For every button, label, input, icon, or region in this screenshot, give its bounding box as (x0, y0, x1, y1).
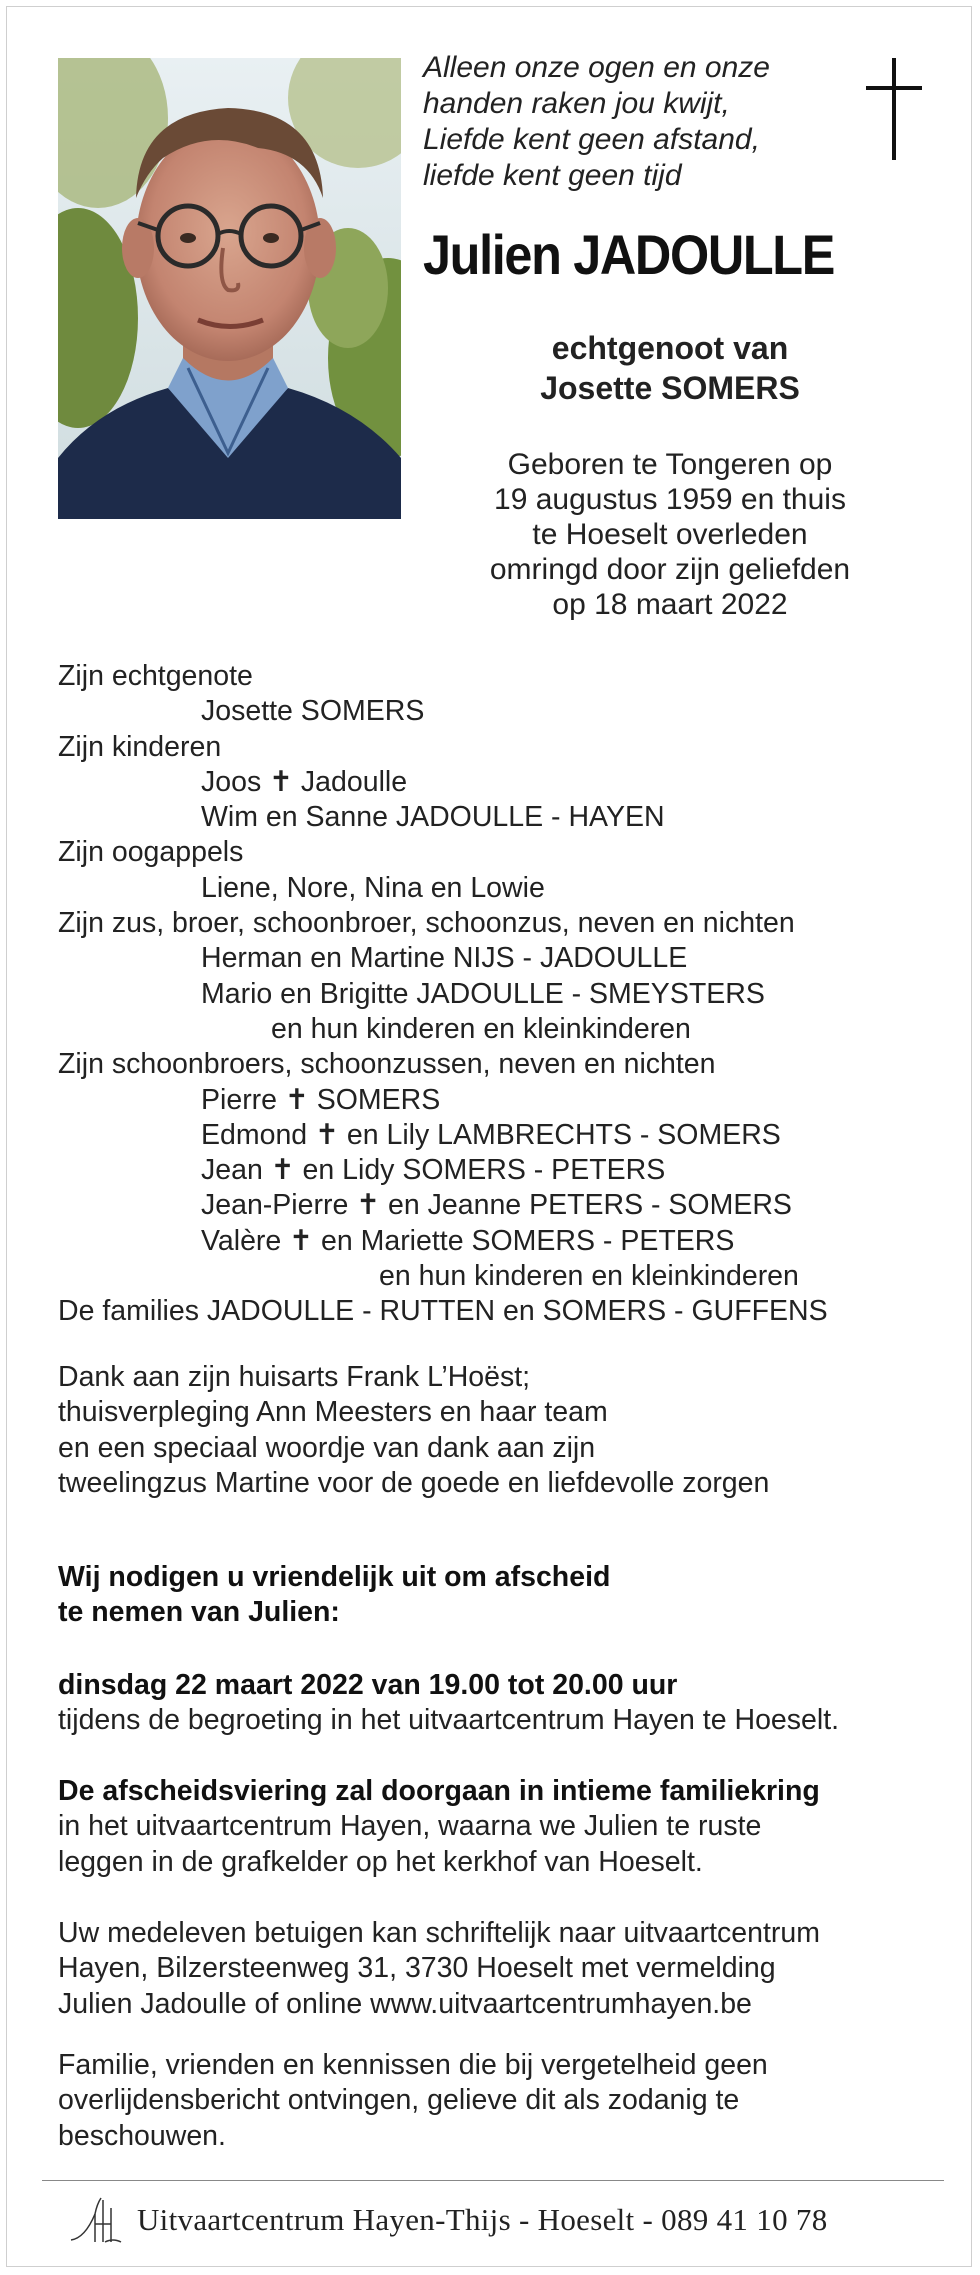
condolences-line: Hayen, Bilzersteenweg 31, 3730 Hoeselt met vermelding (58, 1952, 776, 1985)
family-line: Liene, Nore, Nina en Lowie (201, 871, 545, 904)
family-line: en hun kinderen en kleinkinderen (379, 1260, 799, 1293)
visitation-where: tijdens de begroeting in het uitvaartcentrum Hayen te Hoeselt. (58, 1704, 840, 1737)
condolences-line: Julien Jadoulle of online www.uitvaartcentrumhayen.be (58, 1987, 752, 2020)
poem-line: handen raken jou kwijt, (423, 87, 730, 120)
notice-line: beschouwen. (58, 2119, 226, 2152)
family-line: Zijn zus, broer, schoonbroer, schoonzus, neven en nichten (58, 907, 795, 940)
thanks-line: en een speciaal woordje van dank aan zijn (58, 1431, 596, 1464)
spouse-name: Josette SOMERS (540, 370, 800, 406)
birth-death-line: op 18 maart 2022 (552, 588, 788, 621)
footer-divider (42, 2180, 944, 2181)
ceremony-line: in het uitvaartcentrum Hayen, waarna we Julien te ruste (58, 1810, 762, 1843)
funeral-home-logo-icon (67, 2194, 123, 2246)
thanks-block (58, 1360, 938, 1501)
condolences-line: Uw medeleven betuigen kan schriftelijk naar uitvaartcentrum (58, 1917, 820, 1949)
visitation-when: dinsdag 22 maart 2022 van 19.00 tot 20.00 uur (58, 1669, 678, 1701)
invitation-block (58, 1560, 938, 1631)
poem (423, 50, 770, 194)
notice-line: Familie, vrienden en kennissen die bij vergetelheid geen (58, 2049, 768, 2081)
deceased-name: Julien JADOULLE (423, 223, 835, 286)
invitation-line: te nemen van Julien: (58, 1596, 340, 1629)
portrait-photo (58, 58, 401, 519)
poem-line: Liefde kent geen afstand, (423, 123, 760, 156)
footer-text: Uitvaartcentrum Hayen-Thijs - Hoeselt - 089 41 10 78 (137, 2202, 828, 2237)
family-line: Herman en Martine NIJS - JADOULLE (201, 942, 688, 975)
spouse-block (430, 328, 910, 408)
birth-death-block (430, 447, 910, 622)
family-line: Valère ✝ en Mariette SOMERS - PETERS (201, 1224, 735, 1257)
family-line: en hun kinderen en kleinkinderen (271, 1012, 691, 1045)
thanks-line: Dank aan zijn huisarts Frank L’Hoëst; (58, 1361, 531, 1393)
family-list (58, 659, 828, 1330)
family-line: Wim en Sanne JADOULLE - HAYEN (201, 801, 665, 834)
birth-death-line: 19 augustus 1959 en thuis (494, 483, 846, 516)
family-line: Jean ✝ en Lidy SOMERS - PETERS (201, 1154, 666, 1187)
family-line: Josette SOMERS (201, 695, 425, 728)
family-line: Pierre ✝ SOMERS (201, 1083, 441, 1116)
family-line: Zijn echtgenote (58, 660, 253, 692)
visitation-block (58, 1668, 938, 1739)
condolences-block (58, 1916, 938, 2022)
poem-line: liefde kent geen tijd (423, 159, 682, 192)
ceremony-title: De afscheidsviering zal doorgaan in intieme familiekring (58, 1775, 820, 1807)
thanks-line: tweelingzus Martine voor de goede en liefdevolle zorgen (58, 1466, 770, 1499)
family-line: Jean-Pierre ✝ en Jeanne PETERS - SOMERS (201, 1189, 792, 1222)
family-line: Zijn oogappels (58, 836, 244, 869)
ceremony-line: leggen in de grafkelder op het kerkhof van Hoeselt. (58, 1845, 703, 1878)
birth-death-line: Geboren te Tongeren op (507, 448, 833, 481)
family-line: Edmond ✝ en Lily LAMBRECHTS - SOMERS (201, 1118, 781, 1151)
thanks-line: thuisverpleging Ann Meesters en haar team (58, 1396, 608, 1429)
poem-line: Alleen onze ogen en onze (423, 51, 770, 84)
birth-death-line: te Hoeselt overleden (532, 518, 808, 551)
notice-block (58, 2048, 938, 2154)
footer (67, 2196, 828, 2244)
family-line: Joos ✝ Jadoulle (201, 765, 408, 798)
family-line: Zijn schoonbroers, schoonzussen, neven en nichten (58, 1048, 716, 1081)
ceremony-block (58, 1774, 938, 1880)
cross-icon (866, 58, 922, 160)
family-line: De families JADOULLE - RUTTEN en SOMERS - GUFFENS (58, 1295, 828, 1328)
family-line: Zijn kinderen (58, 730, 222, 763)
invitation-line: Wij nodigen u vriendelijk uit om afscheid (58, 1561, 611, 1593)
spouse-relation: echtgenoot van (551, 330, 789, 366)
notice-line: overlijdensbericht ontvingen, gelieve dit als zodanig te (58, 2084, 740, 2117)
birth-death-line: omringd door zijn geliefden (489, 553, 851, 586)
family-line: Mario en Brigitte JADOULLE - SMEYSTERS (201, 977, 765, 1010)
